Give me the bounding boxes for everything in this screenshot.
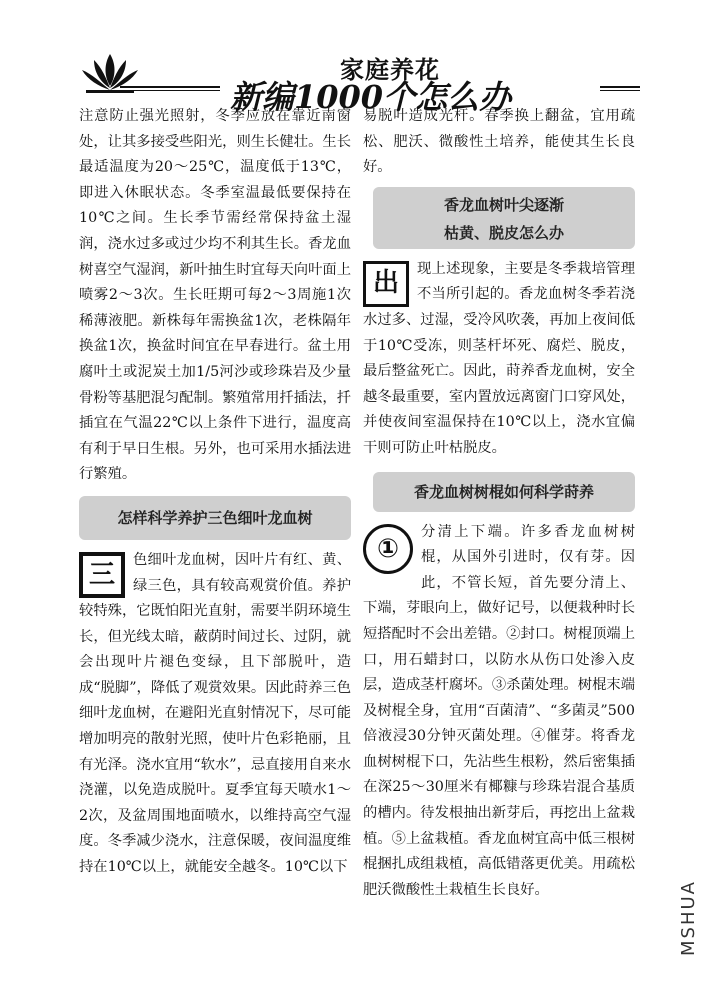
- right-paragraph-3-text: 分清上下端。许多香龙血树树棍，从国外引进时，仅有芽。因此，不管长短，首先要分清上、下端，芽眼向上，做好记号，以便栽种时长短搭配时不会出差错。②封口。树棍顶端上口，用石蜡封口，以防水从伤口处渗入皮层，造成茎杆腐坏。③杀菌处理。树棍末端及树棍全身，宜用“百菌清”、“多菌灵”500倍液浸30分钟灭菌处理。④催芽。将香龙血树树棍下口，先沾些生根粉，然后密集插在深25～30厘米有椰糠与珍珠岩混合基质的槽内。待发根抽出新芽后，再挖出上盆栽植。⑤上盆栽植。香龙血树宜高中低三根树棍捆扎成组栽植，高低错落更优美。用疏松肥沃微酸性土栽植生长良好。: [363, 523, 635, 898]
- right-column: [363, 104, 635, 903]
- header-rule-left: [120, 86, 220, 91]
- section-title-box-2: [373, 187, 635, 249]
- drop-cap-2: 出: [363, 261, 409, 307]
- watermark: MSHUA: [678, 880, 699, 956]
- header-small-title: 家庭养花: [340, 55, 440, 84]
- header-rule-right: [600, 86, 640, 91]
- left-paragraph-2: [79, 548, 351, 881]
- section-title-line-2: 枯黄、脱皮怎么办: [443, 223, 564, 242]
- header-big-title: 新编1000个怎么办: [230, 78, 512, 116]
- section-title-line-1: 香龙血树叶尖逐渐: [443, 195, 564, 214]
- drop-cap-3: ①: [363, 524, 413, 574]
- page-header: [80, 48, 650, 116]
- right-paragraph-1: 易脱叶造成光杆。春季换上翻盆，宜用疏松、肥沃、微酸性土培养，能使其生长良好。: [363, 108, 635, 176]
- section-title-box: 怎样科学养护三色细叶龙血树: [79, 496, 351, 540]
- left-paragraph-2-text: 色细叶龙血树，因叶片有红、黄、绿三色，具有较高观赏价值。养护较特殊，它既怕阳光直射，需要半阴环境生长，但光线太暗，蔽荫时间过长、过阴，就会出现叶片褪色变绿，且下部脱叶，造成“脱脚”，降低了观赏效果。因此莳养三色细叶龙血树，在避阳光直射情况下，尽可能增加明亮的散射光照，使叶片色彩艳丽，且有光泽。浇水宜用“软水”，忌直接用自来水浇灌，以免造成脱叶。夏季宜每天喷水1～2次，及盆周围地面喷水，以维持高空气湿度。冬季减少浇水，注意保暖，夜间温度维持在10℃以上，就能安全越冬。10℃以下: [79, 551, 351, 876]
- drop-cap: 三: [79, 552, 125, 598]
- right-paragraph-2-text: 现上述现象，主要是冬季栽培管理不当所引起的。香龙血树冬季若浇水过多、过湿，受冷风吹袭，再加上夜间低于10℃受冻，则茎杆坏死、腐烂、脱皮，最后整盆死亡。因此，莳养香龙血树，安全越冬最重要，室内置放远离窗门口穿风处，并使夜间室温保持在10℃以上，浇水宜偏干则可防止叶枯脱皮。: [363, 260, 635, 456]
- right-paragraph-2: [363, 257, 635, 462]
- right-paragraph-3: [363, 520, 635, 904]
- section-title-box-3: 香龙血树树棍如何科学莳养: [373, 472, 635, 512]
- left-paragraph-1: 注意防止强光照射，冬季应放在靠近南窗处，让其多接受些阳光，则生长健壮。生长最适温度为20～25℃，温度低于13℃，即进入休眠状态。冬季室温最低要保持在10℃之间。生长季节需经常保持盆土湿润，浇水过多或过少均不利其生长。香龙血树喜空气湿润，新叶抽生时宜每天向叶面上喷雾2～3次。生长旺期可每2～3周施1次稀薄液肥。新株每年需换盆1次，老株隔年换盆1次，换盆时间宜在早春进行。盆土用腐叶土或泥炭土加1/5河沙或珍珠岩及少量骨粉等基肥混匀配制。繁殖常用扦插法，扦插宜在气温22℃以上条件下进行，温度高有利于早日生根。另外，也可采用水插法进行繁殖。: [79, 108, 351, 483]
- left-column: [79, 104, 351, 881]
